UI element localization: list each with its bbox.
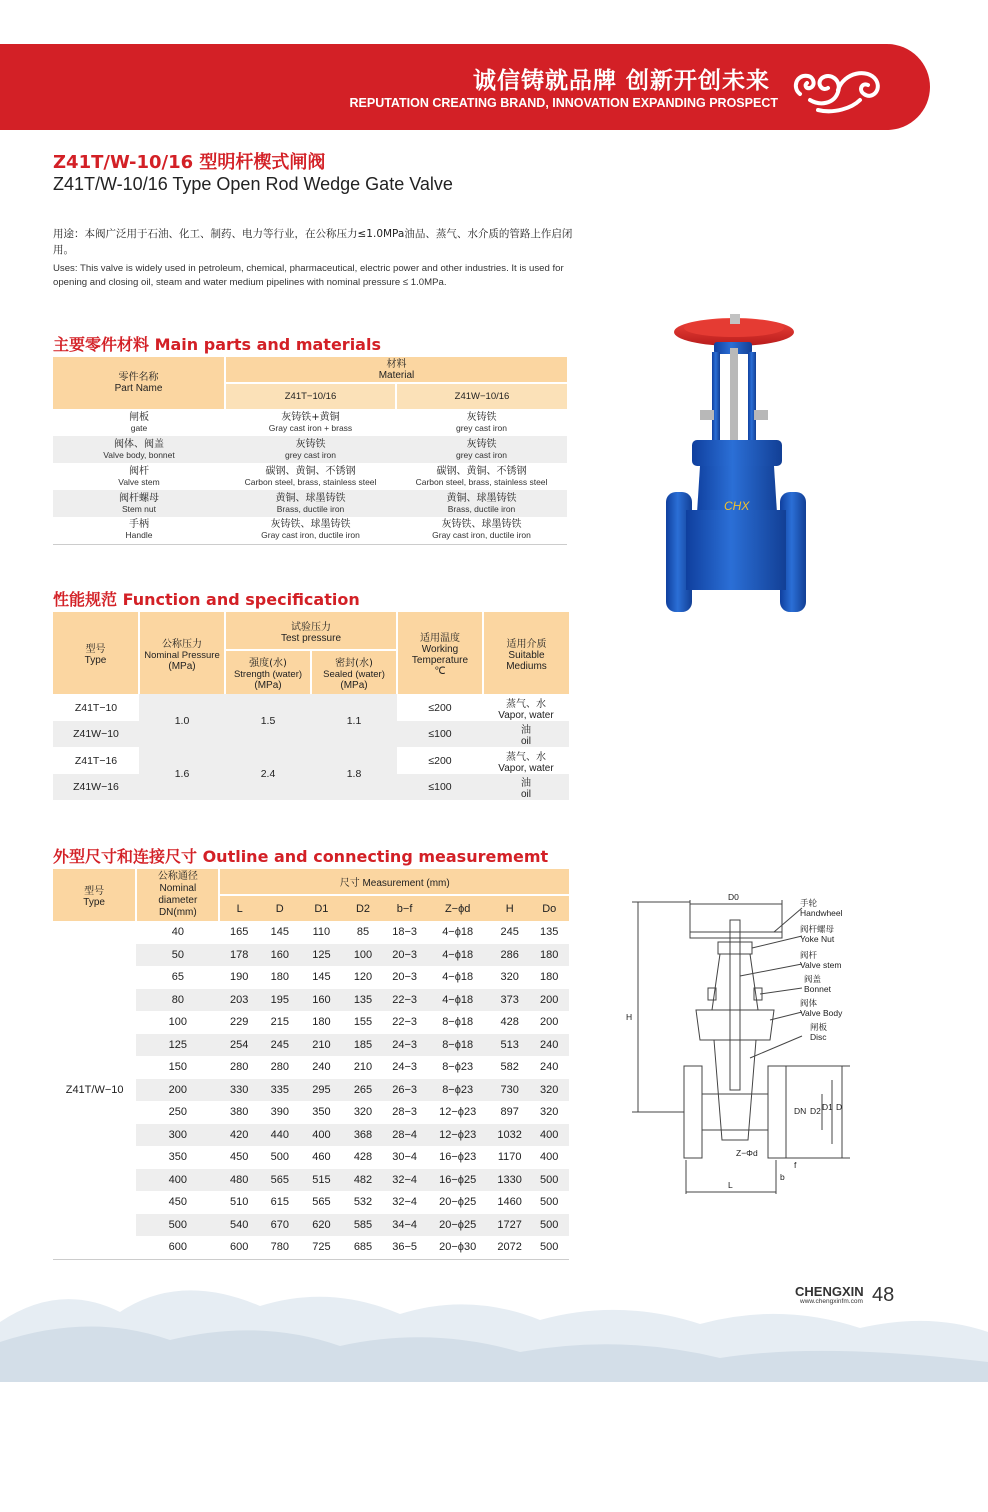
outline-table [53, 869, 569, 1260]
measure-cell: 32−4 [392, 1173, 417, 1186]
table-row: 阀体、阀盖 Valve body, bonnet 灰铸铁 grey cast iron 灰铸铁 grey cast iron [53, 436, 567, 463]
measure-cell: 30−4 [392, 1151, 417, 1164]
part-name-header: 零件名称 Part Name [53, 357, 225, 409]
measure-cell: 4−ϕ18 [442, 971, 474, 984]
measure-cell: 532 [353, 1196, 373, 1209]
measure-cell: 320 [540, 1083, 559, 1096]
measure-cell: 320 [353, 1106, 373, 1119]
measure-cell: 482 [353, 1173, 373, 1186]
material-col1-header: Z41T−10/16 [225, 383, 396, 409]
measure-cell: 85 [356, 926, 370, 939]
table-row: 阀杆 Valve stem 碳钢、黄铜、不锈钢 Carbon steel, brass, stainless steel 碳钢、黄铜、不锈钢 Carbon steel, brass, stainless steel [53, 463, 567, 490]
outline-type-header: 型号 Type [53, 869, 136, 921]
measure-cell: 2072 [497, 1241, 522, 1254]
spec-section-title: 性能规范 Function and specification [53, 590, 360, 609]
spec-table [53, 612, 569, 800]
measure-cell: 1170 [497, 1151, 522, 1164]
dn-cell: 150 [168, 1061, 187, 1074]
measure-cell: 513 [500, 1038, 519, 1051]
dn-cell: 80 [171, 993, 184, 1006]
measure-cell: 20−ϕ30 [439, 1241, 477, 1254]
measure-cell: 180 [540, 948, 559, 961]
measure-cell: 1460 [497, 1196, 522, 1209]
measure-cell: 34−4 [392, 1218, 417, 1231]
measure-cell: 450 [230, 1151, 249, 1164]
measure-cell: 500 [540, 1196, 559, 1209]
col-header: Z−ϕd [444, 902, 471, 915]
measure-cell: 500 [540, 1218, 559, 1231]
measure-cell: 12−ϕ23 [439, 1106, 477, 1119]
nominal-diameter-header: 公称通径 Nominal diameter DN(mm) [136, 869, 219, 921]
measure-cell: 565 [312, 1196, 331, 1209]
material-header: 材料 Material [225, 357, 567, 383]
measure-cell: 110 [312, 926, 331, 939]
measure-cell: 28−3 [392, 1106, 417, 1119]
table-row: Z41T−16 1.6 2.4 1.8 ≤200 蒸气、水 Vapor, water [53, 747, 569, 774]
measure-cell: 160 [270, 948, 289, 961]
dn-cell: 350 [168, 1151, 187, 1164]
measure-cell: 670 [270, 1218, 289, 1231]
sealed-header: 密封(水) Sealed (water) (MPa) [311, 650, 397, 694]
measure-cell: 460 [312, 1151, 331, 1164]
dn-cell: 65 [171, 971, 184, 984]
measure-cell: 245 [500, 926, 519, 939]
product-title-en: Z41T/W-10/16 Type Open Rod Wedge Gate Valve [53, 174, 453, 194]
measure-cell: 565 [270, 1173, 289, 1186]
col-header: b−f [396, 902, 413, 915]
table-row: 阀杆螺母 Stem nut 黄铜、球墨铸铁 Brass, ductile iron 黄铜、球墨铸铁 Brass, ductile iron [53, 490, 567, 517]
measure-cell: 195 [270, 993, 289, 1006]
dim-b-label: b [780, 1172, 785, 1182]
measure-cell: 245 [270, 1038, 289, 1051]
col-header: L [236, 902, 243, 915]
measure-cell: 500 [270, 1151, 289, 1164]
measure-cell: 20−3 [392, 948, 417, 961]
measure-cell: 368 [353, 1128, 373, 1141]
measure-cell: 510 [230, 1196, 249, 1209]
dn-cell: 250 [168, 1106, 187, 1119]
label-valve-body: 阀体 Valve Body [800, 998, 843, 1018]
label-valve-stem: 阀杆 Valve stem [800, 950, 842, 970]
measure-cell: 125 [312, 948, 331, 961]
measure-cell: 350 [312, 1106, 331, 1119]
temperature-header: 适用温度 Working Temperature ℃ [397, 612, 483, 694]
measure-cell: 200 [540, 993, 559, 1006]
measure-cell: 215 [270, 1016, 289, 1029]
cloud-logo-icon [790, 60, 886, 116]
measure-cell: 428 [353, 1151, 373, 1164]
measure-cell: 335 [270, 1083, 289, 1096]
measure-cell: 16−ϕ23 [439, 1151, 477, 1164]
measure-cell: 725 [312, 1241, 331, 1254]
measure-cell: 500 [540, 1241, 559, 1254]
measure-cell: 254 [230, 1038, 249, 1051]
measure-cell: 22−3 [392, 993, 417, 1006]
measure-cell: 320 [500, 971, 519, 984]
measure-cell: 200 [540, 1016, 559, 1029]
measure-cell: 26−3 [392, 1083, 417, 1096]
measure-cell: 28−4 [392, 1128, 417, 1141]
measure-cell: 480 [230, 1173, 249, 1186]
measure-cell: 203 [230, 993, 249, 1006]
measure-cell: 515 [312, 1173, 331, 1186]
label-bonnet: 阀盖 Bonnet [804, 974, 831, 994]
measure-cell: 685 [353, 1241, 373, 1254]
measure-cell: 210 [312, 1038, 331, 1051]
measure-cell: 265 [353, 1083, 373, 1096]
mountain-background [0, 1262, 988, 1382]
table-row: 闸板 gate 灰铸铁+黄铜 Gray cast iron + brass 灰铸铁 grey cast iron [53, 409, 567, 436]
measure-cell: 240 [540, 1061, 559, 1074]
table-row: Z41W−10 ≤100 油 oil [53, 721, 569, 747]
measure-cell: 1727 [497, 1218, 522, 1231]
measure-cell: 286 [500, 948, 519, 961]
measure-cell: 330 [230, 1083, 249, 1096]
measure-cell: 165 [230, 926, 249, 939]
dn-cell: 500 [168, 1218, 187, 1231]
measure-cell: 400 [540, 1128, 559, 1141]
model-cell: Z41T/W−10 [53, 921, 136, 1259]
measure-cell: 280 [270, 1061, 289, 1074]
measure-cell: 24−3 [392, 1038, 417, 1051]
measure-cell: 240 [540, 1038, 559, 1051]
table-row: Z41T−10 1.0 1.5 1.1 ≤200 蒸气、水 Vapor, water [53, 694, 569, 721]
mediums-header: 适用介质 Suitable Mediums [506, 638, 547, 672]
measure-cell: 22−3 [392, 1016, 417, 1029]
dn-cell: 400 [168, 1173, 187, 1186]
dim-zd-label: Z−Φd [736, 1148, 758, 1158]
website-link[interactable]: www.chengxinfm.com [800, 1298, 863, 1305]
nominal-pressure-header: 公称压力 Nominal Pressure (MPa) [139, 612, 225, 694]
dn-cell: 50 [171, 948, 184, 961]
measure-cell: 210 [353, 1061, 373, 1074]
measure-cell: 8−ϕ23 [442, 1083, 474, 1096]
measure-cell: 155 [353, 1016, 373, 1029]
measure-cell: 32−4 [392, 1196, 417, 1209]
materials-table [53, 357, 567, 545]
label-disc: 闸板 Disc [810, 1022, 828, 1042]
label-handwheel: 手轮 Handwheel [800, 898, 843, 918]
measure-cell: 600 [230, 1241, 249, 1254]
measure-cell: 24−3 [392, 1061, 417, 1074]
measure-cell: 620 [312, 1218, 331, 1231]
dim-h-label: H [626, 1012, 633, 1022]
dim-d-label: D [836, 1102, 843, 1112]
gate-valve-photo [662, 310, 812, 628]
col-header: D1 [314, 902, 329, 915]
measure-cell: 540 [230, 1218, 249, 1231]
measure-cell: 582 [500, 1061, 519, 1074]
measure-cell: 145 [312, 971, 331, 984]
measure-cell: 120 [353, 971, 373, 984]
col-header: H [505, 902, 514, 915]
measure-cell: 12−ϕ23 [439, 1128, 477, 1141]
measure-cell: 897 [500, 1106, 519, 1119]
measure-cell: 400 [540, 1151, 559, 1164]
materials-section-title: 主要零件材料 Main parts and materials [53, 335, 381, 354]
measure-cell: 135 [540, 926, 559, 939]
measure-cell: 20−ϕ25 [439, 1218, 477, 1231]
dn-cell: 200 [168, 1083, 187, 1096]
measure-cell: 730 [500, 1083, 519, 1096]
dim-d2-label: D2 [810, 1106, 821, 1116]
measure-cell: 229 [230, 1016, 249, 1029]
outline-header-row [53, 869, 569, 895]
measure-cell: 428 [500, 1016, 519, 1029]
measure-cell: 180 [270, 971, 289, 984]
slogan-en: REPUTATION CREATING BRAND, INNOVATION EXPANDING PROSPECT [349, 96, 778, 110]
measure-cell: 20−3 [392, 971, 417, 984]
measure-cell: 178 [230, 948, 249, 961]
measure-cell: 8−ϕ18 [442, 1038, 474, 1051]
measure-cell: 36−5 [392, 1241, 417, 1254]
spec-header-row [53, 612, 569, 650]
slogan-cn: 诚信铸就品牌 创新开创未来 [472, 68, 770, 94]
measure-cell: 373 [500, 993, 519, 1006]
measure-cell: 160 [312, 993, 331, 1006]
outline-section-title: 外型尺寸和连接尺寸 Outline and connecting measurememt [53, 847, 549, 866]
dim-dn-label: DN [794, 1106, 807, 1116]
measure-cell: 390 [270, 1106, 289, 1119]
brand-name: CHENGXIN [795, 1284, 864, 1299]
dn-cell: 450 [168, 1196, 187, 1209]
measure-cell: 240 [312, 1061, 331, 1074]
measure-cell: 320 [540, 1106, 559, 1119]
measure-cell: 780 [270, 1241, 289, 1254]
table-row: Z41W−16 ≤100 油 oil [53, 774, 569, 800]
measure-cell: 400 [312, 1128, 331, 1141]
measure-cell: 615 [270, 1196, 289, 1209]
material-col2-header: Z41W−10/16 [454, 391, 510, 402]
uses-text-en: Uses: This valve is widely used in petroleum, chemical, pharmaceutical, electric power and other industries. It is used for opening and closing oil, steam and water medium pipelines with nominal pressure ≤ 1.0MPa. [53, 263, 564, 288]
label-yoke-nut: 阀杆螺母 Yoke Nut [800, 924, 835, 944]
uses-text-cn: 用途：本阀广泛用于石油、化工、制药、电力等行业，在公称压力≤1.0MPa油品、蒸气、水介质的管路上作启闭用。 [53, 228, 573, 256]
measure-cell: 4−ϕ18 [442, 948, 474, 961]
dim-f-label: f [794, 1160, 797, 1170]
product-title-cn: Z41T/W-10/16 型明杆楔式闸阀 [53, 152, 326, 173]
measure-cell: 135 [353, 993, 373, 1006]
measure-cell: 8−ϕ18 [442, 1016, 474, 1029]
dn-cell: 600 [168, 1241, 187, 1254]
header-banner [0, 44, 930, 130]
measure-cell: 20−ϕ25 [439, 1196, 477, 1209]
dn-cell: 300 [168, 1128, 187, 1141]
type-header: 型号 Type [53, 612, 139, 694]
measure-cell: 16−ϕ25 [439, 1173, 477, 1186]
measure-cell: 440 [270, 1128, 289, 1141]
measure-cell: 18−3 [392, 926, 417, 939]
materials-header-row [53, 357, 567, 383]
measure-cell: 8−ϕ23 [442, 1061, 474, 1074]
measure-cell: 585 [353, 1218, 373, 1231]
col-header: Do [542, 902, 557, 915]
measure-cell: 1330 [497, 1173, 522, 1186]
measure-cell: 4−ϕ18 [442, 993, 474, 1006]
measure-cell: 420 [230, 1128, 249, 1141]
dn-cell: 100 [168, 1016, 187, 1029]
valve-logo-text: CHX [724, 499, 750, 513]
table-row [53, 921, 569, 944]
measure-cell: 185 [353, 1038, 373, 1051]
measure-cell: 190 [230, 971, 249, 984]
measure-cell: 180 [312, 1016, 331, 1029]
measure-cell: 1032 [497, 1128, 522, 1141]
dim-d1-label: D1 [822, 1102, 833, 1112]
measure-cell: 4−ϕ18 [442, 926, 474, 939]
strength-header: 强度(水) Strength (water) (MPa) [225, 650, 311, 694]
col-header: D2 [355, 902, 371, 915]
dim-d0-label: D0 [728, 892, 739, 902]
measure-cell: 295 [312, 1083, 331, 1096]
dn-cell: 40 [171, 926, 184, 939]
measure-cell: 500 [540, 1173, 559, 1186]
table-row: 手柄 Handle 灰铸铁、球墨铸铁 Gray cast iron, ductile iron 灰铸铁、球墨铸铁 Gray cast iron, ductile iron [53, 517, 567, 544]
page-number: 48 [872, 1284, 895, 1306]
measure-cell: 100 [353, 948, 373, 961]
dim-l-label: L [728, 1180, 733, 1190]
dn-cell: 125 [168, 1038, 187, 1051]
measure-cell: 380 [230, 1106, 249, 1119]
measure-cell: 180 [540, 971, 559, 984]
test-pressure-header: 试验压力 Test pressure [225, 612, 397, 650]
measurement-header: 尺寸 Measurement (mm) [219, 869, 569, 895]
technical-drawing [624, 880, 864, 1200]
measure-cell: 280 [230, 1061, 249, 1074]
col-header: D [275, 902, 284, 915]
measure-cell: 145 [270, 926, 289, 939]
